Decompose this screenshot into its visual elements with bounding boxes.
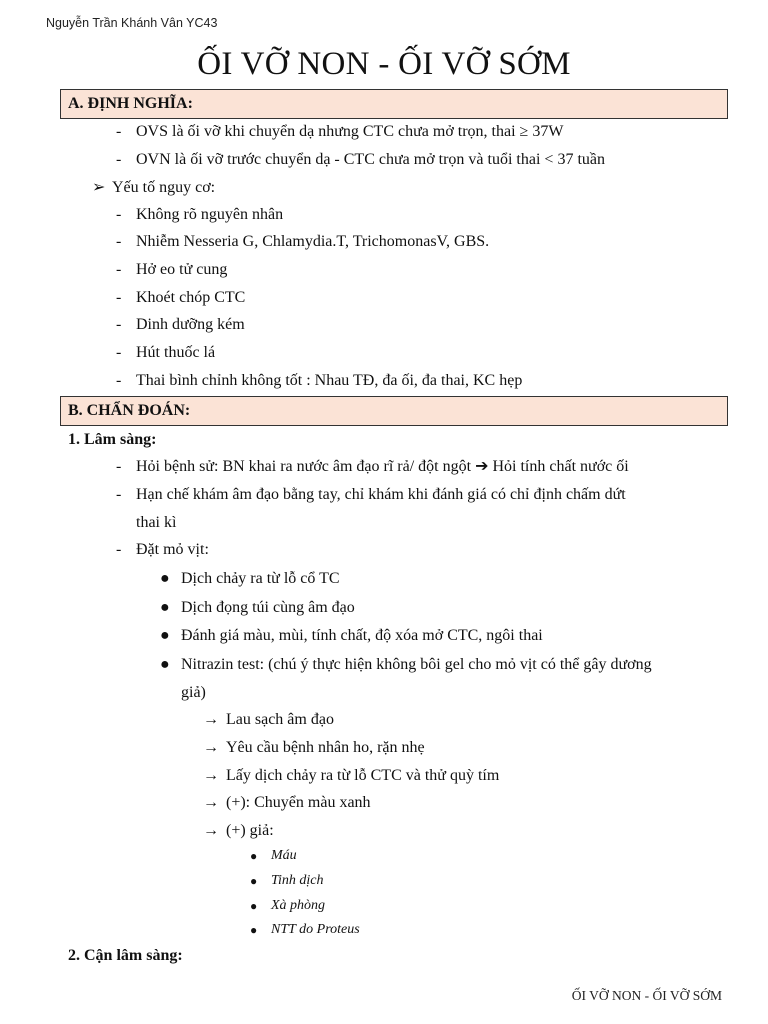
small-dot-bullet-icon: ● bbox=[250, 923, 258, 937]
right-arrow-icon: → bbox=[203, 711, 219, 728]
right-arrow-icon: → bbox=[203, 822, 219, 839]
right-arrow-icon: → bbox=[203, 794, 219, 811]
dot-bullet-icon: ● bbox=[160, 656, 170, 673]
dot-bullet-icon: ● bbox=[160, 599, 170, 616]
nitrazin-test-cont: giả) bbox=[181, 684, 206, 701]
page-title: ỐI VỠ NON - ỐI VỠ SỚM bbox=[197, 46, 571, 82]
risk-item: Khoét chóp CTC bbox=[136, 289, 246, 306]
arrow-bullet-icon: ➢ bbox=[92, 179, 106, 196]
document-header: Nguyễn Trần Khánh Vân YC43 bbox=[46, 16, 218, 30]
dash-marker: - bbox=[116, 458, 122, 475]
dash-marker: - bbox=[116, 486, 122, 503]
dot-bullet-icon: ● bbox=[160, 627, 170, 644]
dash-marker: - bbox=[116, 206, 122, 223]
dot-bullet-icon: ● bbox=[160, 570, 170, 587]
dash-marker: - bbox=[116, 123, 122, 140]
false-positive-item: Tinh dịch bbox=[271, 873, 324, 888]
clinical-item-exam: Hạn chế khám âm đạo bằng tay, chỉ khám khi đánh giá có chỉ định chấm dứt bbox=[136, 486, 626, 503]
small-dot-bullet-icon: ● bbox=[250, 899, 258, 913]
false-positive-item: NTT do Proteus bbox=[271, 922, 360, 937]
nitrazin-test: Nitrazin test: (chú ý thực hiện không bôi gel cho mỏ vịt có thể gây dương bbox=[181, 656, 652, 673]
dash-marker: - bbox=[116, 541, 122, 558]
dash-marker: - bbox=[116, 233, 122, 250]
dash-marker: - bbox=[116, 261, 122, 278]
section-a-heading: A. ĐỊNH NGHĨA: bbox=[60, 89, 728, 119]
small-dot-bullet-icon: ● bbox=[250, 849, 258, 863]
document-footer: ỐI VỠ NON - ỐI VỠ SỚM bbox=[571, 988, 722, 1003]
nitrazin-step: Lấy dịch chảy ra từ lỗ CTC và thử quỳ tím bbox=[226, 767, 500, 784]
nitrazin-step: (+): Chuyển màu xanh bbox=[226, 794, 371, 811]
risk-item: Hút thuốc lá bbox=[136, 344, 216, 361]
speculum-finding: Đánh giá màu, mùi, tính chất, độ xóa mở CTC, ngôi thai bbox=[181, 627, 543, 644]
false-positive-item: Xà phòng bbox=[271, 898, 326, 913]
risk-item: Nhiễm Nesseria G, Chlamydia.T, TrichomonasV, GBS. bbox=[136, 233, 490, 250]
clinical-item-history: Hỏi bệnh sử: BN khai ra nước âm đạo rĩ rả/ đột ngột ➔ Hỏi tính chất nước ối bbox=[136, 458, 629, 475]
risk-item: Thai bình chỉnh không tốt : Nhau TĐ, đa ối, đa thai, KC hẹp bbox=[136, 372, 523, 389]
clinical-item-exam-cont: thai kì bbox=[136, 514, 177, 531]
nitrazin-step: Lau sạch âm đạo bbox=[226, 711, 334, 728]
dash-marker: - bbox=[116, 316, 122, 333]
dash-marker: - bbox=[116, 289, 122, 306]
risk-item: Không rõ nguyên nhân bbox=[136, 206, 284, 223]
right-arrow-icon: → bbox=[203, 767, 219, 784]
definition-ovs: OVS là ối vỡ khi chuyển dạ nhưng CTC chưa mở trọn, thai ≥ 37W bbox=[136, 123, 564, 140]
dash-marker: - bbox=[116, 344, 122, 361]
speculum-finding: Dịch chảy ra từ lỗ cổ TC bbox=[181, 570, 340, 587]
paraclinical-heading: 2. Cận lâm sàng: bbox=[68, 947, 183, 964]
definition-ovn: OVN là ối vỡ trước chuyển dạ - CTC chưa mở trọn và tuổi thai < 37 tuần bbox=[136, 151, 605, 168]
dash-marker: - bbox=[116, 372, 122, 389]
small-dot-bullet-icon: ● bbox=[250, 874, 258, 888]
dash-marker: - bbox=[116, 151, 122, 168]
right-arrow-icon: → bbox=[203, 739, 219, 756]
false-positive-item: Máu bbox=[271, 848, 297, 863]
speculum-finding: Dịch đọng túi cùng âm đạo bbox=[181, 599, 355, 616]
risk-heading: Yếu tố nguy cơ: bbox=[112, 179, 216, 196]
clinical-heading: 1. Lâm sàng: bbox=[68, 431, 157, 448]
section-b-heading: B. CHẨN ĐOÁN: bbox=[60, 396, 728, 426]
nitrazin-step: (+) giả: bbox=[226, 822, 274, 839]
risk-item: Dinh dưỡng kém bbox=[136, 316, 245, 333]
nitrazin-step: Yêu cầu bệnh nhân ho, rặn nhẹ bbox=[226, 739, 425, 756]
clinical-item-speculum: Đặt mỏ vịt: bbox=[136, 541, 209, 558]
risk-item: Hở eo tử cung bbox=[136, 261, 228, 278]
